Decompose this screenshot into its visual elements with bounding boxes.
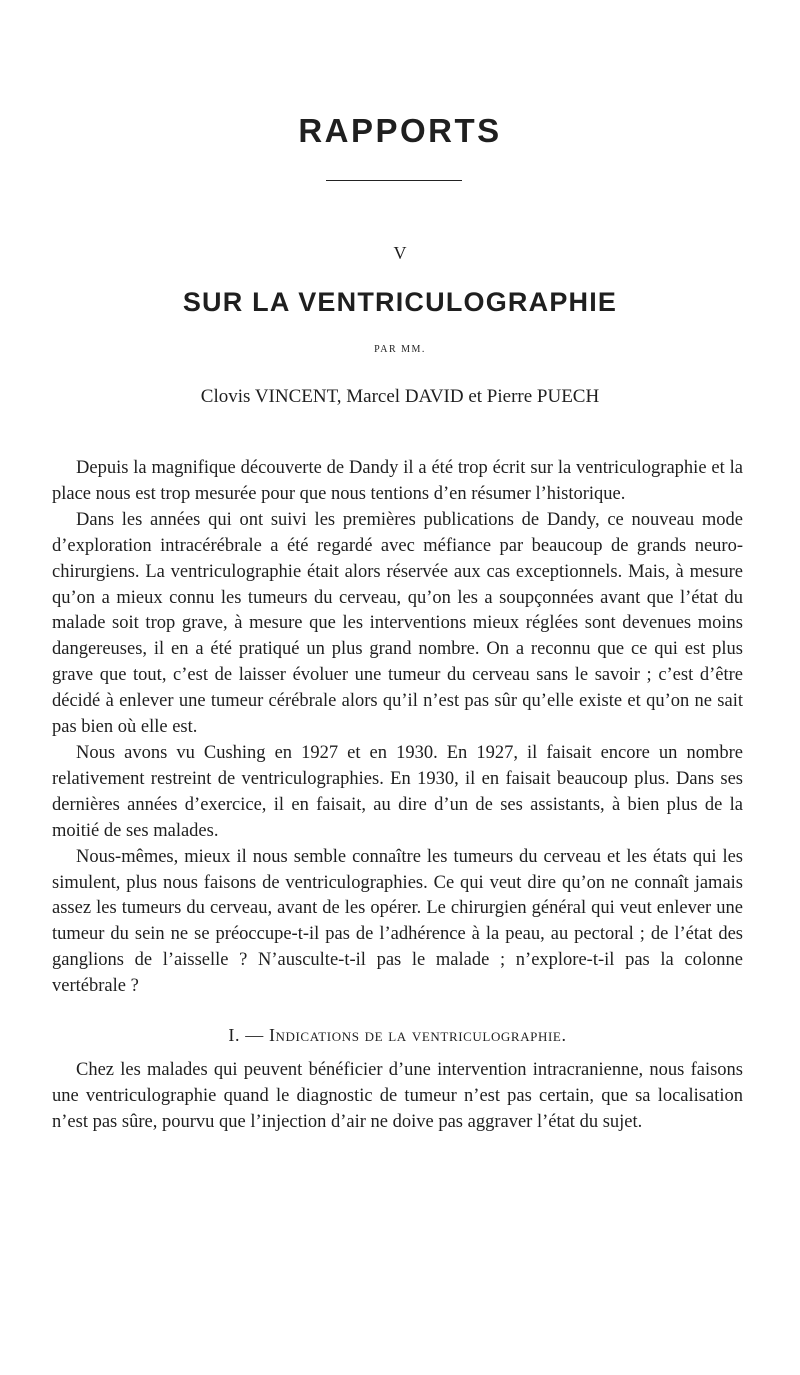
section-number: I. —	[228, 1025, 264, 1046]
section-heading	[52, 1023, 743, 1049]
authors-line: Clovis VINCENT, Marcel DAVID et Pierre PUECH	[200, 386, 600, 407]
paragraph: Depuis la magnifique découverte de Dandy il a été trop écrit sur la ventriculographie et la place nous est trop mesurée pour que nous tentions d’en résumer l’historique.	[52, 458, 743, 504]
body-text	[52, 456, 743, 1136]
paragraph: Chez les malades qui peuvent bénéficier d’une intervention intracranienne, nous faisons une ventriculographie quand le diagnostic de tumeur n’est pas certain, que sa localisation n’est pas sûre, pourvu que l’injection d’air ne doive pas aggraver l’état du sujet.	[52, 1059, 743, 1132]
page-title: RAPPORTS	[298, 112, 502, 149]
report-number: V	[393, 243, 407, 263]
report-title: SUR LA VENTRICULOGRAPHIE	[182, 287, 618, 317]
authors-prefix: PAR MM.	[374, 344, 426, 355]
paragraph: Nous-mêmes, mieux il nous semble connaître les tumeurs du cerveau et les états qui les simulent, plus nous faisons de ventriculographies. Ce qui veut dire qu’on ne connaît jamais assez les tumeurs du cerveau, avant de les opérer. Le chirurgien général qui veut enlever une tumeur du sein ne se préoccupe-t-il pas de l’adhérence à la peau, au pectoral ; de l’état des ganglions de l’aisselle ? N’ausculte-t-il pas le malade ; n’explore-t-il pas la colonne vertébrale ?	[52, 846, 743, 997]
section-title: Indications de la ventriculographie.	[268, 1025, 567, 1046]
paragraph: Nous avons vu Cushing en 1927 et en 1930. En 1927, il faisait encore un nombre relativement restreint de ventriculographies. En 1930, il en faisait beaucoup plus. Dans ses dernières années d’exercice, il en faisait, au dire d’un de ses assistants, à bien plus de la moitié de ses malades.	[52, 742, 743, 841]
paragraph: Dans les années qui ont suivi les premières publications de Dandy, ce nouveau mode d’exploration intracérébrale a été regardé avec méfiance par beaucoup de grands neuro-chirurgiens. La ventriculographie était alors réservée aux cas exceptionnels. Mais, à mesure qu’on a mieux connu les tumeurs du cerveau, qu’on les a soupçonnées avant que l’état du malade soit trop grave, à mesure que les interventions mieux réglées sont devenues moins dangereuses, il en a été pratiqué un plus grand nombre. On a reconnu que ce qui est plus grave que tout, c’est de laisser évoluer une tumeur du cerveau sans le savoir ; c’est d’être décidé à enlever une tumeur cérébrale alors qu’il n’est pas sûr qu’elle existe et qu’on ne sait pas bien où elle est.	[52, 509, 743, 738]
title-divider	[326, 180, 462, 181]
